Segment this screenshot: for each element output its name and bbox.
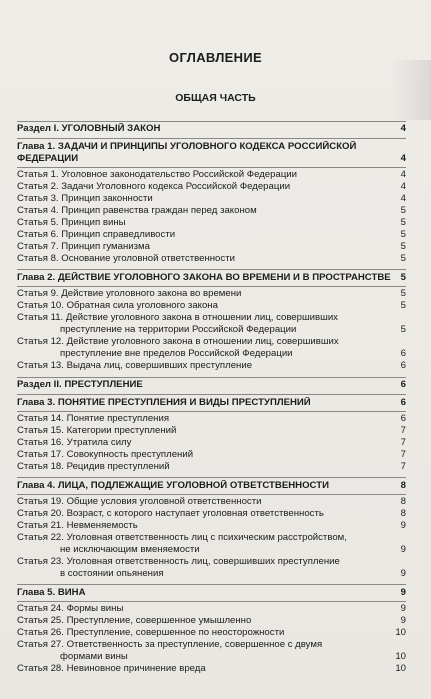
toc-article-row bbox=[17, 336, 406, 360]
toc-entry-title: Статья 17. Совокупность преступлений bbox=[17, 449, 194, 460]
toc-entry-title: Глава 5. ВИНА bbox=[17, 587, 86, 598]
toc-entry-title: Глава 2. ДЕЙСТВИЕ УГОЛОВНОГО ЗАКОНА ВО ВРЕМЕНИ И В ПРОСТРАНСТВЕ bbox=[17, 272, 391, 283]
toc-entry-title: Статья 6. Принцип справедливости bbox=[17, 229, 176, 240]
toc-entry-title: Статья 28. Невиновное причинение вреда bbox=[17, 663, 206, 674]
toc-entry-title: Глава 3. ПОНЯТИЕ ПРЕСТУПЛЕНИЯ И ВИДЫ ПРЕСТУПЛЕНИЙ bbox=[17, 397, 311, 408]
toc-article-row bbox=[17, 639, 406, 663]
toc-page-number: 10 bbox=[395, 627, 406, 638]
toc-page-number: 7 bbox=[400, 437, 406, 448]
toc-entry-title: Статья 3. Принцип законности bbox=[17, 193, 153, 204]
toc-page-number: 5 bbox=[400, 217, 406, 228]
page-fold-shadow bbox=[392, 60, 431, 120]
toc-article-row bbox=[17, 532, 406, 556]
toc-entry-title: Статья 12. Действие уголовного закона в отношении лиц, совершивших bbox=[17, 336, 339, 347]
toc-entry-title: Статья 25. Преступление, совершенное умышленно bbox=[17, 615, 252, 626]
toc-page-number: 7 bbox=[400, 449, 406, 460]
toc-page-number: 5 bbox=[400, 272, 406, 283]
toc-entry-title: Статья 26. Преступление, совершенное по неосторожности bbox=[17, 627, 285, 638]
toc-article-row bbox=[17, 360, 406, 372]
toc-entry-title: Статья 16. Утратила силу bbox=[17, 437, 132, 448]
toc-page-number: 5 bbox=[400, 288, 406, 299]
toc-page-number: 8 bbox=[400, 508, 406, 519]
toc-entry-title: Статья 2. Задачи Уголовного кодекса Российской Федерации bbox=[17, 181, 291, 192]
toc-entry-title: Статья 13. Выдача лиц, совершивших преступление bbox=[17, 360, 253, 371]
toc-chapter-row bbox=[17, 138, 406, 165]
toc-entry-continuation: не исключающим вменяемости bbox=[60, 544, 200, 555]
toc-page-number: 6 bbox=[400, 360, 406, 371]
toc-page-number: 9 bbox=[400, 568, 406, 579]
toc-page-number: 6 bbox=[400, 397, 406, 408]
toc-article-row bbox=[17, 461, 406, 473]
toc-page-number: 5 bbox=[400, 205, 406, 216]
toc-article-row bbox=[17, 205, 406, 217]
toc-article-row bbox=[17, 449, 406, 461]
toc-article-row bbox=[17, 286, 406, 300]
toc-entry-title: Статья 21. Невменяемость bbox=[17, 520, 138, 531]
toc-page-number: 10 bbox=[395, 651, 406, 662]
toc-entry-title: Статья 9. Действие уголовного закона во времени bbox=[17, 288, 242, 299]
table-of-contents bbox=[17, 116, 406, 675]
toc-entry-title: Раздел I. УГОЛОВНЫЙ ЗАКОН bbox=[17, 123, 161, 134]
toc-article-row bbox=[17, 520, 406, 532]
toc-page-number: 5 bbox=[400, 300, 406, 311]
toc-entry-title: Статья 8. Основание уголовной ответственности bbox=[17, 253, 235, 264]
toc-entry-title: Статья 27. Ответственность за преступление, совершенное с двумя bbox=[17, 639, 323, 650]
toc-article-row bbox=[17, 437, 406, 449]
toc-article-row bbox=[17, 300, 406, 312]
toc-entry-title: Статья 19. Общие условия уголовной ответственности bbox=[17, 496, 262, 507]
toc-entry-continuation: формами вины bbox=[60, 651, 128, 662]
toc-page-number: 7 bbox=[400, 461, 406, 472]
toc-page-number: 8 bbox=[400, 480, 406, 491]
toc-article-row bbox=[17, 241, 406, 253]
toc-article-row bbox=[17, 508, 406, 520]
toc-page-number: 9 bbox=[400, 603, 406, 614]
toc-page-number: 5 bbox=[400, 241, 406, 252]
toc-entry-title: Статья 15. Категории преступлений bbox=[17, 425, 177, 436]
toc-entry-title: Статья 20. Возраст, с которого наступает уголовная ответственность bbox=[17, 508, 324, 519]
toc-entry-title: Статья 11. Действие уголовного закона в отношении лиц, совершивших bbox=[17, 312, 338, 323]
toc-entry-title: Статья 5. Принцип вины bbox=[17, 217, 126, 228]
toc-entry-title: Статья 23. Уголовная ответственность лиц, совершивших преступление bbox=[17, 556, 340, 567]
toc-page-number: 5 bbox=[400, 253, 406, 264]
toc-article-row bbox=[17, 167, 406, 181]
toc-entry-title: Статья 7. Принцип гуманизма bbox=[17, 241, 150, 252]
toc-section-row bbox=[17, 121, 406, 135]
toc-page-number: 10 bbox=[395, 663, 406, 674]
toc-page-number: 4 bbox=[400, 169, 406, 180]
toc-page-number: 8 bbox=[400, 496, 406, 507]
toc-article-row bbox=[17, 193, 406, 205]
toc-entry-title: Статья 24. Формы вины bbox=[17, 603, 124, 614]
toc-entry-continuation: в состоянии опьянения bbox=[60, 568, 164, 579]
toc-page-number: 9 bbox=[400, 587, 406, 598]
toc-page-number: 6 bbox=[400, 379, 406, 390]
toc-page-number: 6 bbox=[400, 348, 406, 359]
toc-page-number: 5 bbox=[400, 324, 406, 335]
toc-page-number: 9 bbox=[400, 520, 406, 531]
toc-article-row bbox=[17, 253, 406, 265]
toc-entry-title: Глава 4. ЛИЦА, ПОДЛЕЖАЩИЕ УГОЛОВНОЙ ОТВЕТСТВЕННОСТИ bbox=[17, 480, 329, 491]
toc-entry-title: Статья 18. Рецидив преступлений bbox=[17, 461, 170, 472]
toc-article-row bbox=[17, 615, 406, 627]
toc-page-number: 9 bbox=[400, 615, 406, 626]
toc-entry-title: Статья 10. Обратная сила уголовного закона bbox=[17, 300, 218, 311]
toc-article-row bbox=[17, 229, 406, 241]
toc-entry-continuation: преступление вне пределов Российской Федерации bbox=[60, 348, 293, 359]
toc-article-row bbox=[17, 181, 406, 193]
toc-section-row bbox=[17, 377, 406, 391]
toc-entry-continuation: преступление на территории Российской Федерации bbox=[60, 324, 297, 335]
toc-page-number: 4 bbox=[400, 153, 406, 164]
toc-entry-title: Статья 22. Уголовная ответственность лиц с психическим расстройством, bbox=[17, 532, 347, 543]
toc-article-row bbox=[17, 411, 406, 425]
toc-page-number: 9 bbox=[400, 544, 406, 555]
page-subtitle: ОБЩАЯ ЧАСТЬ bbox=[175, 92, 256, 104]
toc-page-number: 6 bbox=[400, 413, 406, 424]
toc-chapter-row bbox=[17, 477, 406, 492]
page-title: ОГЛАВЛЕНИЕ bbox=[169, 50, 262, 65]
toc-entry-title: Статья 1. Уголовное законодательство Российской Федерации bbox=[17, 169, 298, 180]
toc-article-row bbox=[17, 312, 406, 336]
toc-article-row bbox=[17, 627, 406, 639]
toc-entry-title: Раздел II. ПРЕСТУПЛЕНИЕ bbox=[17, 379, 143, 390]
toc-chapter-row bbox=[17, 584, 406, 599]
toc-page-number: 4 bbox=[400, 193, 406, 204]
toc-entry-title: Статья 14. Понятие преступления bbox=[17, 413, 170, 424]
toc-chapter-row bbox=[17, 269, 406, 284]
toc-entry-title: Глава 1. ЗАДАЧИ И ПРИНЦИПЫ УГОЛОВНОГО КОДЕКСА РОССИЙСКОЙ ФЕДЕРАЦИИ bbox=[17, 141, 357, 164]
toc-page-number: 4 bbox=[400, 181, 406, 192]
toc-article-row bbox=[17, 425, 406, 437]
toc-page-number: 4 bbox=[400, 123, 406, 134]
toc-article-row bbox=[17, 663, 406, 675]
toc-article-row bbox=[17, 556, 406, 580]
toc-article-row bbox=[17, 494, 406, 508]
toc-page-number: 7 bbox=[400, 425, 406, 436]
toc-article-row bbox=[17, 217, 406, 229]
toc-chapter-row bbox=[17, 394, 406, 409]
toc-entry-title: Статья 4. Принцип равенства граждан перед законом bbox=[17, 205, 257, 216]
toc-page-number: 5 bbox=[400, 229, 406, 240]
toc-article-row bbox=[17, 601, 406, 615]
